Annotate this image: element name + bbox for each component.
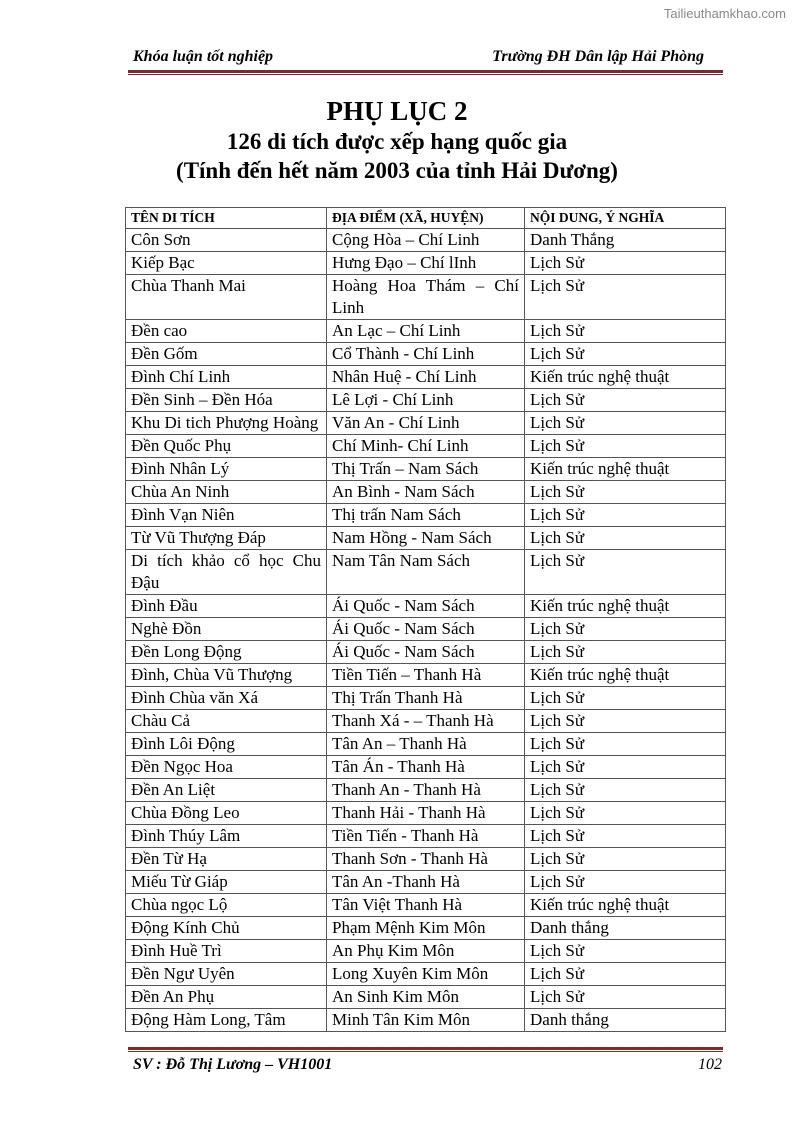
cell-location: Ái Quốc - Nam Sách — [327, 595, 525, 618]
table-row — [126, 733, 726, 756]
table-row — [126, 252, 726, 275]
table-row — [126, 917, 726, 940]
cell-name: Đền cao — [126, 320, 327, 343]
cell-significance: Kiến trúc nghệ thuật — [525, 595, 726, 618]
cell-significance: Lịch Sử — [525, 550, 726, 595]
column-header-location: ĐỊA ĐIỂM (XÃ, HUYỆN) — [327, 208, 525, 229]
cell-location: Nam Hồng - Nam Sách — [327, 527, 525, 550]
table-row — [126, 687, 726, 710]
table-row — [126, 320, 726, 343]
cell-name: Chàu Cả — [126, 710, 327, 733]
column-header-name: TÊN DI TÍCH — [126, 208, 327, 229]
cell-significance: Lịch Sử — [525, 940, 726, 963]
cell-location: Phạm Mệnh Kim Môn — [327, 917, 525, 940]
cell-name: Đình, Chùa Vũ Thượng — [126, 664, 327, 687]
cell-significance: Lịch Sử — [525, 779, 726, 802]
cell-name: Đình Lôi Động — [126, 733, 327, 756]
cell-name: Chùa Thanh Mai — [126, 275, 327, 320]
cell-name: Đền Sinh – Đền Hóa — [126, 389, 327, 412]
table-row — [126, 550, 726, 595]
table-row — [126, 940, 726, 963]
cell-significance: Lịch Sử — [525, 252, 726, 275]
cell-name: Miếu Từ Giáp — [126, 871, 327, 894]
table-row — [126, 779, 726, 802]
cell-significance: Danh Thắng — [525, 229, 726, 252]
table-row — [126, 894, 726, 917]
cell-name: Nghè Đồn — [126, 618, 327, 641]
page-number: 102 — [698, 1056, 722, 1073]
page-footer — [133, 1056, 722, 1074]
cell-name: Từ Vũ Thượng Đáp — [126, 527, 327, 550]
cell-location: Nhân Huệ - Chí Linh — [327, 366, 525, 389]
cell-name: Động Kính Chủ — [126, 917, 327, 940]
cell-location: Tiền Tiến - Thanh Hà — [327, 825, 525, 848]
table-row — [126, 641, 726, 664]
cell-name: Đền Từ Hạ — [126, 848, 327, 871]
cell-location: Tiền Tiến – Thanh Hà — [327, 664, 525, 687]
cell-location: Thị trấn Nam Sách — [327, 504, 525, 527]
cell-significance: Danh thắng — [525, 1009, 726, 1032]
table-row — [126, 871, 726, 894]
cell-significance: Lịch Sử — [525, 986, 726, 1009]
cell-location: An Bình - Nam Sách — [327, 481, 525, 504]
cell-significance: Lịch Sử — [525, 389, 726, 412]
cell-significance: Lịch Sử — [525, 963, 726, 986]
appendix-title: PHỤ LỤC 2 — [326, 96, 468, 126]
cell-significance: Lịch Sử — [525, 527, 726, 550]
cell-location: Thanh Sơn - Thanh Hà — [327, 848, 525, 871]
page-title — [0, 95, 794, 185]
header-rule — [128, 70, 723, 75]
page-header — [133, 48, 704, 66]
table-row — [126, 229, 726, 252]
cell-significance: Lịch Sử — [525, 320, 726, 343]
cell-location: Lê Lợi - Chí Linh — [327, 389, 525, 412]
cell-significance: Lịch Sử — [525, 802, 726, 825]
table-row — [126, 481, 726, 504]
table-row — [126, 963, 726, 986]
table-row — [126, 848, 726, 871]
header-right: Trường ĐH Dân lập Hải Phòng — [492, 48, 704, 65]
cell-location: Thanh Hải - Thanh Hà — [327, 802, 525, 825]
cell-significance: Lịch Sử — [525, 687, 726, 710]
appendix-subtitle-2: (Tính đến hết năm 2003 của tỉnh Hải Dương) — [176, 158, 618, 183]
cell-location: Hoàng Hoa Thám – Chí Linh — [327, 275, 525, 320]
table-row — [126, 1009, 726, 1032]
column-header-significance: NỘI DUNG, Ý NGHĨA — [525, 208, 726, 229]
cell-significance: Kiến trúc nghệ thuật — [525, 894, 726, 917]
table-row — [126, 458, 726, 481]
cell-significance: Lịch Sử — [525, 641, 726, 664]
table-row — [126, 618, 726, 641]
header-left: Khóa luận tốt nghiệp — [133, 48, 274, 65]
cell-location: An Sinh Kim Môn — [327, 986, 525, 1009]
cell-significance: Lịch Sử — [525, 504, 726, 527]
table-row — [126, 825, 726, 848]
cell-name: Di tích khảo cổ học Chu Đậu — [126, 550, 327, 595]
cell-name: Đền An Liệt — [126, 779, 327, 802]
table-row — [126, 275, 726, 320]
cell-location: Tân An -Thanh Hà — [327, 871, 525, 894]
cell-name: Đền Ngọc Hoa — [126, 756, 327, 779]
cell-name: Đền Gốm — [126, 343, 327, 366]
table-row — [126, 756, 726, 779]
cell-name: Đình Nhân Lý — [126, 458, 327, 481]
cell-location: Thanh An - Thanh Hà — [327, 779, 525, 802]
cell-name: Đình Đầu — [126, 595, 327, 618]
cell-significance: Lịch Sử — [525, 343, 726, 366]
table-header-row — [126, 208, 726, 229]
table-row — [126, 802, 726, 825]
cell-location: Cộng Hòa – Chí Linh — [327, 229, 525, 252]
cell-significance: Lịch Sử — [525, 825, 726, 848]
table-row — [126, 595, 726, 618]
cell-significance: Danh thắng — [525, 917, 726, 940]
cell-name: Đình Huề Trì — [126, 940, 327, 963]
cell-location: Văn An - Chí Linh — [327, 412, 525, 435]
cell-significance: Kiến trúc nghệ thuật — [525, 366, 726, 389]
cell-significance: Lịch Sử — [525, 481, 726, 504]
cell-location: Minh Tân Kim Môn — [327, 1009, 525, 1032]
cell-name: Đền Long Động — [126, 641, 327, 664]
cell-name: Chùa ngọc Lộ — [126, 894, 327, 917]
cell-name: Động Hàm Long, Tâm — [126, 1009, 327, 1032]
table-row — [126, 412, 726, 435]
cell-name: Côn Sơn — [126, 229, 327, 252]
cell-location: An Phụ Kim Môn — [327, 940, 525, 963]
cell-significance: Lịch Sử — [525, 733, 726, 756]
cell-location: Hưng Đạo – Chí lInh — [327, 252, 525, 275]
cell-location: Ái Quốc - Nam Sách — [327, 618, 525, 641]
cell-name: Kiếp Bạc — [126, 252, 327, 275]
cell-location: Tân An – Thanh Hà — [327, 733, 525, 756]
cell-location: Chí Minh- Chí Linh — [327, 435, 525, 458]
cell-significance: Lịch Sử — [525, 275, 726, 320]
cell-significance: Lịch Sử — [525, 618, 726, 641]
cell-name: Chùa An Ninh — [126, 481, 327, 504]
cell-location: Long Xuyên Kim Môn — [327, 963, 525, 986]
cell-name: Đền Quốc Phụ — [126, 435, 327, 458]
cell-significance: Lịch Sử — [525, 756, 726, 779]
table-row — [126, 343, 726, 366]
cell-name: Đền Ngư Uyên — [126, 963, 327, 986]
table-row — [126, 664, 726, 687]
cell-name: Đình Chí Linh — [126, 366, 327, 389]
table-row — [126, 986, 726, 1009]
cell-location: Nam Tân Nam Sách — [327, 550, 525, 595]
heritage-table — [125, 207, 726, 1032]
cell-name: Khu Di tich Phượng Hoàng — [126, 412, 327, 435]
cell-significance: Lịch Sử — [525, 848, 726, 871]
cell-location: Tân Án - Thanh Hà — [327, 756, 525, 779]
cell-location: Ái Quốc - Nam Sách — [327, 641, 525, 664]
cell-name: Đền An Phụ — [126, 986, 327, 1009]
cell-name: Đình Vạn Niên — [126, 504, 327, 527]
cell-name: Đình Chùa văn Xá — [126, 687, 327, 710]
footer-rule — [128, 1047, 723, 1052]
table-row — [126, 366, 726, 389]
cell-significance: Lịch Sử — [525, 435, 726, 458]
footer-student: SV : Đỗ Thị Lương – VH1001 — [133, 1056, 333, 1073]
watermark: Tailieuthamkhao.com — [663, 6, 786, 21]
cell-location: Cổ Thành - Chí Linh — [327, 343, 525, 366]
cell-significance: Kiến trúc nghệ thuật — [525, 664, 726, 687]
cell-location: Thị Trấn – Nam Sách — [327, 458, 525, 481]
table-row — [126, 527, 726, 550]
cell-significance: Lịch Sử — [525, 871, 726, 894]
cell-location: An Lạc – Chí Linh — [327, 320, 525, 343]
cell-location: Tân Việt Thanh Hà — [327, 894, 525, 917]
cell-significance: Lịch Sử — [525, 710, 726, 733]
table-row — [126, 389, 726, 412]
cell-significance: Kiến trúc nghệ thuật — [525, 458, 726, 481]
table-row — [126, 504, 726, 527]
cell-location: Thanh Xá - – Thanh Hà — [327, 710, 525, 733]
table-row — [126, 710, 726, 733]
cell-name: Chùa Đồng Leo — [126, 802, 327, 825]
table-row — [126, 435, 726, 458]
cell-name: Đình Thúy Lâm — [126, 825, 327, 848]
cell-location: Thị Trấn Thanh Hà — [327, 687, 525, 710]
appendix-subtitle: 126 di tích được xếp hạng quốc gia — [226, 129, 568, 154]
cell-significance: Lịch Sử — [525, 412, 726, 435]
